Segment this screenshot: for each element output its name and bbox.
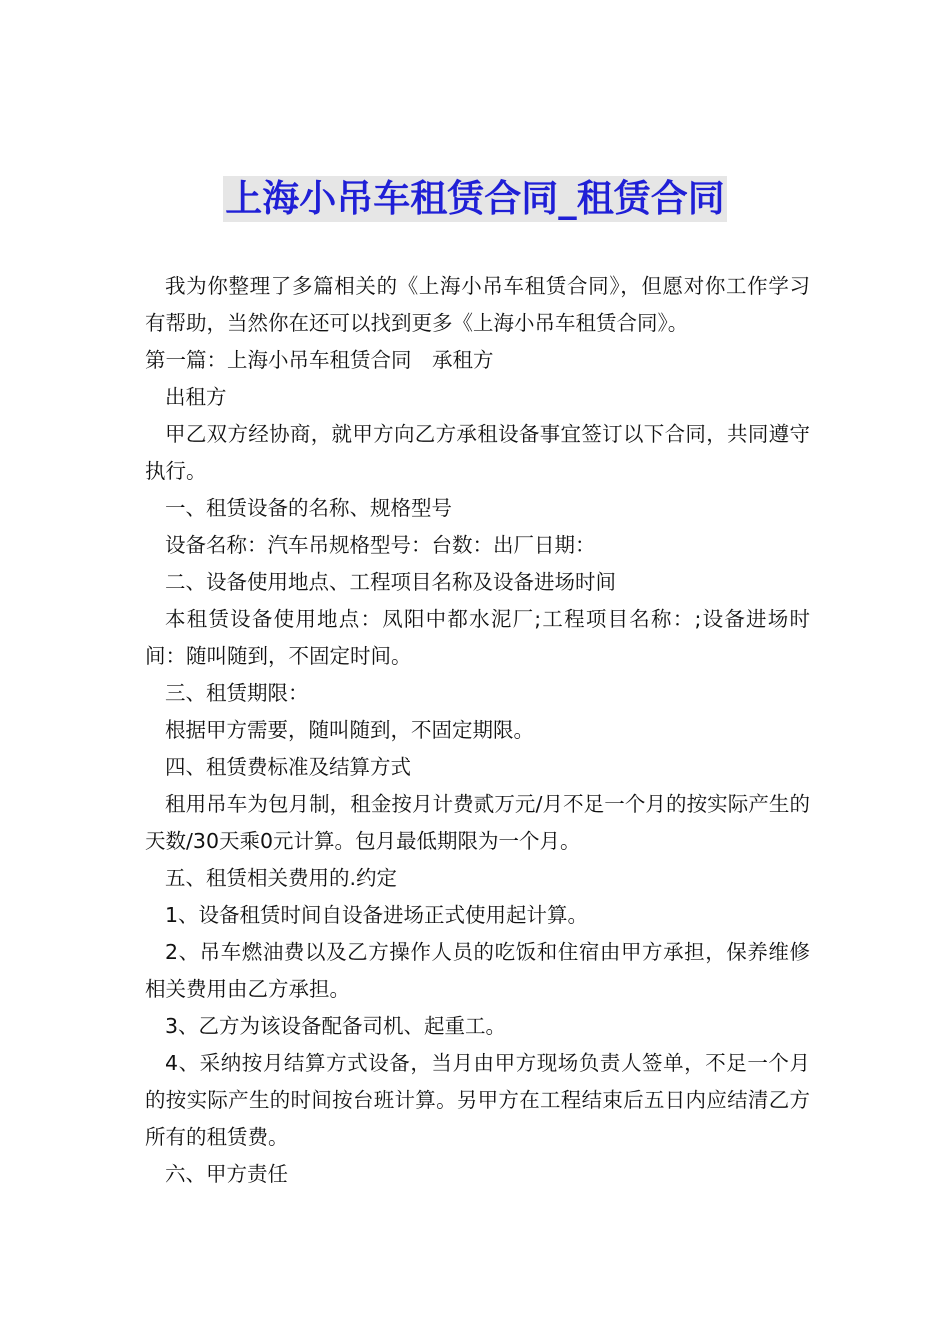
list-item-4: 4、采纳按月结算方式设备，当月由甲方现场负责人签单，不足一个月的按实际产生的时间按台班计算。另甲方在工程结束后五日内应结清乙方所有的租赁费。 (145, 1051, 810, 1149)
paragraph-term: 根据甲方需要，随叫随到，不固定期限。 (165, 718, 534, 742)
document-body (145, 268, 810, 1193)
list-item-3: 3、乙方为该设备配备司机、起重工。 (165, 1014, 507, 1038)
list-item-2: 2、吊车燃油费以及乙方操作人员的吃饭和住宿由甲方承担，保养维修相关费用由乙方承担。 (145, 940, 810, 1001)
paragraph-equipment-fields: 设备名称：汽车吊规格型号：台数：出厂日期： (165, 533, 596, 557)
paragraph-location: 本租赁设备使用地点：凤阳中都水泥厂;工程项目名称：;设备进场时间：随叫随到，不固定时间。 (145, 607, 810, 668)
paragraph-intro: 我为你整理了多篇相关的《上海小吊车租赁合同》，但愿对你工作学习有帮助，当然你在还可以找到更多《上海小吊车租赁合同》。 (145, 274, 810, 335)
section-heading-equipment: 一、租赁设备的名称、规格型号 (165, 496, 452, 520)
section-heading-party-a: 六、甲方责任 (165, 1162, 288, 1186)
paragraph-fees: 租用吊车为包月制，租金按月计费贰万元/月不足一个月的按实际产生的天数/30天乘0元计算。包月最低期限为一个月。 (145, 792, 810, 853)
section-heading-location: 二、设备使用地点、工程项目名称及设备进场时间 (165, 570, 616, 594)
section-heading-costs: 五、租赁相关费用的.约定 (165, 866, 398, 890)
paragraph-lessor: 出租方 (165, 385, 227, 409)
paragraph-agreement: 甲乙双方经协商，就甲方向乙方承租设备事宜签订以下合同，共同遵守执行。 (145, 422, 810, 483)
section-heading-fees: 四、租赁费标准及结算方式 (165, 755, 411, 779)
title-container (0, 176, 950, 222)
paragraph-part-one-heading: 第一篇：上海小吊车租赁合同 承租方 (145, 348, 494, 372)
document-title: 上海小吊车租赁合同_租赁合同 (225, 177, 725, 220)
list-item-1: 1、设备租赁时间自设备进场正式使用起计算。 (165, 903, 589, 927)
section-heading-term: 三、租赁期限： (165, 681, 309, 705)
